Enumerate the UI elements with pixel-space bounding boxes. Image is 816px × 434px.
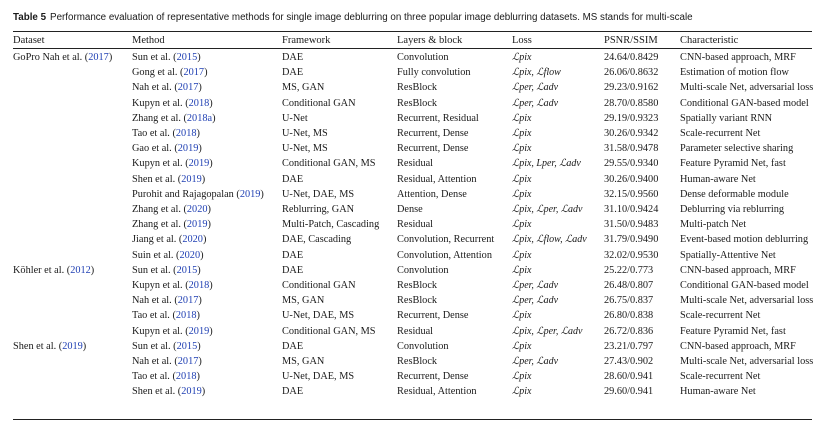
method-citation-link[interactable]: 2018a	[186, 112, 213, 124]
table-row	[0, 67, 816, 82]
cell-method: Kupyn et al. (2019)	[132, 158, 213, 170]
cell-framework: U-Net	[282, 112, 308, 124]
cell-psnr-ssim: 26.80/0.838	[604, 310, 654, 322]
method-author: Nah et al.	[132, 356, 172, 367]
cell-framework: Conditional GAN, MS	[282, 325, 376, 337]
method-author: Jiang et al.	[132, 234, 177, 246]
cell-loss: ℒpix	[512, 219, 532, 231]
cell-psnr-ssim: 31.79/0.9490	[604, 234, 659, 246]
method-author: Gao et al.	[132, 143, 172, 155]
cell-characteristic: Feature Pyramid Net, fast	[680, 158, 786, 170]
method-citation-link[interactable]: 2018	[175, 310, 197, 322]
method-citation-link[interactable]: 2019	[181, 173, 202, 185]
cell-method: Purohit and Rajagopalan (2019)	[132, 188, 264, 200]
cell-characteristic: Scale-recurrent Net	[680, 128, 761, 139]
cell-loss: ℒpix, ℒper, ℒadv	[512, 204, 583, 215]
table-row	[0, 204, 816, 219]
table-row	[0, 158, 816, 173]
table-row	[0, 356, 816, 371]
cell-psnr-ssim: 32.15/0.9560	[604, 188, 659, 200]
table-row	[0, 52, 816, 67]
header-method: Method	[132, 35, 165, 46]
cell-method: Shen et al. (2019)	[132, 173, 206, 185]
cell-characteristic: Conditional GAN-based model	[680, 97, 809, 109]
cell-layers-block: ResBlock	[397, 82, 438, 94]
cell-layers-block: Recurrent, Residual	[397, 112, 479, 124]
table-row	[0, 295, 816, 310]
cell-loss: ℒpix, ℒper, ℒadv	[512, 325, 583, 337]
cell-layers-block: Recurrent, Dense	[397, 128, 469, 139]
cell-layers-block: Residual, Attention	[397, 386, 477, 398]
header-psnr-ssim: PSNR/SSIM	[604, 35, 658, 46]
method-citation-link[interactable]: 2018	[188, 97, 210, 109]
cell-characteristic: Multi-patch Net	[680, 219, 747, 231]
method-citation-link[interactable]: 2015	[176, 264, 198, 276]
cell-characteristic: CNN-based approach, MRF	[680, 264, 796, 276]
cell-characteristic: Scale-recurrent Net	[680, 371, 761, 383]
cell-layers-block: Attention, Dense	[397, 188, 467, 200]
cell-characteristic: CNN-based approach, MRF	[680, 52, 796, 63]
method-author: Zhang et al.	[132, 112, 181, 124]
cell-psnr-ssim: 30.26/0.9400	[604, 173, 659, 185]
cell-characteristic: Parameter selective sharing	[680, 143, 794, 155]
table-row	[0, 143, 816, 158]
cell-method: Zhang et al. (2020)	[132, 204, 211, 215]
header-dataset: Dataset	[13, 35, 45, 46]
cell-loss: ℒpix	[512, 249, 532, 261]
method-citation-link[interactable]: 2018	[188, 280, 210, 291]
cell-framework: DAE	[282, 173, 304, 185]
top-rule	[13, 31, 812, 32]
header-layers: Layers & block	[397, 35, 463, 46]
method-author: Kupyn et al.	[132, 97, 183, 109]
table-row	[0, 98, 816, 113]
method-author: Shen et al.	[132, 386, 176, 398]
cell-method: Gong et al. (2017)	[132, 67, 208, 79]
method-author: Sun et al.	[132, 340, 171, 352]
cell-psnr-ssim: 31.50/0.9483	[604, 219, 659, 231]
cell-loss: ℒper, ℒadv	[512, 97, 559, 109]
cell-characteristic: Feature Pyramid Net, fast	[680, 325, 786, 337]
cell-psnr-ssim: 26.48/0.807	[604, 280, 654, 291]
cell-loss: ℒper, ℒadv	[512, 356, 559, 367]
dataset-citation-link[interactable]: 2019	[62, 340, 83, 352]
cell-characteristic: Multi-scale Net, adversarial loss	[680, 295, 814, 307]
cell-framework: U-Net, DAE, MS	[282, 188, 355, 200]
cell-method: Jiang et al. (2020)	[132, 234, 207, 246]
cell-loss: ℒpix	[512, 310, 532, 322]
cell-method: Kupyn et al. (2018)	[132, 97, 213, 109]
cell-psnr-ssim: 23.21/0.797	[604, 340, 654, 352]
cell-method: Nah et al. (2017)	[132, 295, 202, 307]
cell-psnr-ssim: 30.26/0.9342	[604, 128, 659, 139]
method-author: Tao et al.	[132, 310, 170, 322]
cell-loss: ℒper, ℒadv	[512, 82, 559, 94]
cell-method: Nah et al. (2017)	[132, 82, 202, 94]
cell-method: Sun et al. (2015)	[132, 52, 201, 63]
cell-framework: U-Net, MS	[282, 128, 328, 139]
cell-characteristic: Scale-recurrent Net	[680, 310, 761, 322]
cell-layers-block: Recurrent, Dense	[397, 371, 469, 383]
cell-method: Shen et al. (2019)	[132, 386, 206, 398]
cell-framework: U-Net, DAE, MS	[282, 371, 355, 383]
caption-text: Performance evaluation of representative methods for single image deblurring on three popular image deblurring datasets. MS stands for multi-scale	[50, 12, 693, 23]
method-author: Nah et al.	[132, 295, 172, 307]
cell-loss: ℒpix, ℒflow	[512, 67, 561, 79]
method-citation-link[interactable]: 2020	[186, 204, 208, 215]
method-citation-link[interactable]: 2017	[177, 356, 199, 367]
cell-method: Kupyn et al. (2019)	[132, 325, 213, 337]
method-citation-link[interactable]: 2018	[175, 128, 197, 139]
cell-framework: DAE	[282, 340, 304, 352]
cell-loss: ℒpix	[512, 188, 532, 200]
cell-framework: Conditional GAN	[282, 97, 356, 109]
cell-psnr-ssim: 31.10/0.9424	[604, 204, 659, 215]
cell-framework: DAE	[282, 67, 304, 79]
cell-psnr-ssim: 24.64/0.8429	[604, 52, 659, 63]
method-author: Sun et al.	[132, 264, 171, 276]
cell-framework: DAE, Cascading	[282, 234, 352, 246]
cell-layers-block: Residual	[397, 219, 434, 231]
cell-dataset: Shen et al. (2019)	[13, 340, 87, 352]
method-author: Zhang et al.	[132, 204, 181, 215]
cell-loss: ℒpix	[512, 386, 532, 398]
cell-layers-block: Convolution	[397, 52, 449, 63]
dataset-name: Shen et al.	[13, 340, 57, 352]
cell-method: Tao et al. (2018)	[132, 128, 200, 139]
method-citation-link[interactable]: 2017	[177, 82, 199, 94]
method-author: Shen et al.	[132, 173, 176, 185]
cell-characteristic: Human-aware Net	[680, 386, 756, 398]
header-framework: Framework	[282, 35, 331, 46]
cell-loss: ℒpix	[512, 52, 532, 63]
table-label: Table 5	[13, 12, 47, 23]
cell-framework: DAE	[282, 386, 304, 398]
cell-psnr-ssim: 25.22/0.773	[604, 264, 654, 276]
cell-framework: DAE	[282, 264, 304, 276]
method-citation-link[interactable]: 2017	[177, 295, 199, 307]
table-row	[0, 386, 816, 401]
table-row	[0, 128, 816, 143]
table-row	[0, 280, 816, 295]
cell-psnr-ssim: 32.02/0.9530	[604, 249, 659, 261]
method-author: Tao et al.	[132, 371, 170, 383]
cell-layers-block: Residual, Attention	[397, 173, 477, 185]
cell-method: Zhang et al. (2019)	[132, 219, 211, 231]
table-row	[0, 341, 816, 356]
cell-framework: MS, GAN	[282, 295, 325, 307]
table-row	[0, 371, 816, 386]
table-row	[0, 113, 816, 128]
cell-framework: U-Net, DAE, MS	[282, 310, 355, 322]
table-row	[0, 326, 816, 341]
cell-method: Nah et al. (2017)	[132, 356, 202, 367]
cell-characteristic: CNN-based approach, MRF	[680, 340, 796, 352]
method-author: Kupyn et al.	[132, 280, 183, 291]
cell-method: Suin et al. (2020)	[132, 249, 204, 261]
dataset-name: Köhler et al.	[13, 264, 65, 276]
cell-layers-block: ResBlock	[397, 295, 438, 307]
table-caption	[13, 12, 693, 23]
table-row	[0, 174, 816, 189]
table-row	[0, 189, 816, 204]
cell-characteristic: Deblurring via reblurring	[680, 204, 785, 215]
header-loss: Loss	[512, 35, 532, 46]
table-row	[0, 310, 816, 325]
cell-layers-block: Residual	[397, 158, 434, 170]
cell-characteristic: Conditional GAN-based model	[680, 280, 809, 291]
cell-framework: Multi-Patch, Cascading	[282, 219, 380, 231]
cell-layers-block: Dense	[397, 204, 423, 215]
cell-loss: ℒper, ℒadv	[512, 280, 559, 291]
cell-psnr-ssim: 31.58/0.9478	[604, 143, 659, 155]
table-row	[0, 219, 816, 234]
cell-method: Tao et al. (2018)	[132, 371, 200, 383]
method-citation-link[interactable]: 2019	[239, 188, 261, 200]
cell-layers-block: Recurrent, Dense	[397, 310, 469, 322]
cell-framework: Conditional GAN	[282, 280, 356, 291]
cell-layers-block: Recurrent, Dense	[397, 143, 469, 155]
cell-loss: ℒpix	[512, 340, 532, 352]
dataset-name: GoPro Nah et al.	[13, 52, 83, 63]
cell-method: Sun et al. (2015)	[132, 264, 201, 276]
cell-characteristic: Spatially-Attentive Net	[680, 249, 776, 261]
cell-characteristic: Spatially variant RNN	[680, 112, 773, 124]
cell-psnr-ssim: 26.06/0.8632	[604, 67, 659, 79]
cell-psnr-ssim: 29.55/0.9340	[604, 158, 659, 170]
method-citation-link[interactable]: 2019	[188, 158, 210, 170]
cell-psnr-ssim: 29.60/0.941	[604, 386, 654, 398]
method-citation-link[interactable]: 2020	[182, 234, 203, 246]
cell-framework: MS, GAN	[282, 356, 325, 367]
cell-loss: ℒper, ℒadv	[512, 295, 559, 307]
cell-layers-block: Convolution	[397, 340, 449, 352]
cell-framework: U-Net, MS	[282, 143, 328, 155]
cell-layers-block: Convolution	[397, 264, 449, 276]
cell-loss: ℒpix	[512, 128, 532, 139]
cell-framework: DAE	[282, 52, 304, 63]
cell-dataset: Köhler et al. (2012)	[13, 264, 95, 276]
cell-loss: ℒpix	[512, 173, 532, 185]
cell-layers-block: Convolution, Attention	[397, 249, 492, 261]
dataset-citation-link[interactable]: 2017	[88, 52, 109, 63]
cell-characteristic: Multi-scale Net, adversarial loss	[680, 356, 814, 367]
method-citation-link[interactable]: 2019	[181, 386, 202, 398]
cell-framework: DAE	[282, 249, 304, 261]
cell-layers-block: Convolution, Recurrent	[397, 234, 495, 246]
cell-layers-block: ResBlock	[397, 97, 438, 109]
table-row	[0, 265, 816, 280]
cell-loss: ℒpix	[512, 112, 532, 124]
cell-characteristic: Multi-scale Net, adversarial loss	[680, 82, 814, 94]
cell-loss: ℒpix, Lper, ℒadv	[512, 158, 581, 170]
table-row	[0, 82, 816, 97]
method-citation-link[interactable]: 2018	[175, 371, 197, 383]
method-citation-link[interactable]: 2019	[177, 143, 199, 155]
method-author: Kupyn et al.	[132, 325, 183, 337]
method-author: Gong et al.	[132, 67, 178, 79]
method-author: Suin et al.	[132, 249, 174, 261]
method-author: Tao et al.	[132, 128, 170, 139]
method-citation-link[interactable]: 2015	[176, 52, 198, 63]
cell-layers-block: Residual	[397, 325, 434, 337]
cell-psnr-ssim: 27.43/0.902	[604, 356, 654, 367]
cell-psnr-ssim: 26.75/0.837	[604, 295, 654, 307]
cell-framework: Reblurring, GAN	[282, 204, 355, 215]
method-citation-link[interactable]: 2020	[179, 249, 201, 261]
method-author: Nah et al.	[132, 82, 172, 94]
cell-psnr-ssim: 28.60/0.941	[604, 371, 654, 383]
method-citation-link[interactable]: 2017	[183, 67, 205, 79]
method-author: Sun et al.	[132, 52, 171, 63]
cell-method: Gao et al. (2019)	[132, 143, 202, 155]
table-row	[0, 250, 816, 265]
method-author: Zhang et al.	[132, 219, 181, 231]
method-citation-link[interactable]: 2015	[176, 340, 198, 352]
cell-dataset: GoPro Nah et al. (2017)	[13, 52, 113, 63]
cell-loss: ℒpix	[512, 143, 532, 155]
cell-loss: ℒpix	[512, 371, 532, 383]
cell-method: Zhang et al. (2018a)	[132, 112, 216, 124]
cell-characteristic: Dense deformable module	[680, 188, 789, 200]
cell-loss: ℒpix	[512, 264, 532, 276]
cell-layers-block: ResBlock	[397, 356, 438, 367]
cell-layers-block: ResBlock	[397, 280, 438, 291]
cell-characteristic: Human-aware Net	[680, 173, 756, 185]
method-citation-link[interactable]: 2019	[186, 219, 208, 231]
bottom-rule	[13, 419, 812, 420]
cell-method: Sun et al. (2015)	[132, 340, 201, 352]
cell-characteristic: Estimation of motion flow	[680, 67, 789, 79]
cell-psnr-ssim: 29.19/0.9323	[604, 112, 659, 124]
cell-layers-block: Fully convolution	[397, 67, 471, 79]
header-rule	[13, 48, 812, 49]
table-row	[0, 234, 816, 249]
cell-method: Tao et al. (2018)	[132, 310, 200, 322]
cell-psnr-ssim: 26.72/0.836	[604, 325, 654, 337]
method-author: Purohit and Rajagopalan	[132, 188, 234, 200]
cell-method: Kupyn et al. (2018)	[132, 280, 213, 291]
dataset-citation-link[interactable]: 2012	[70, 264, 91, 276]
cell-framework: Conditional GAN, MS	[282, 158, 376, 170]
method-citation-link[interactable]: 2019	[188, 325, 210, 337]
method-author: Kupyn et al.	[132, 158, 183, 170]
cell-psnr-ssim: 28.70/0.8580	[604, 97, 659, 109]
cell-characteristic: Event-based motion deblurring	[680, 234, 809, 246]
cell-framework: MS, GAN	[282, 82, 325, 94]
header-characteristic: Characteristic	[680, 35, 739, 46]
cell-loss: ℒpix, ℒflow, ℒadv	[512, 234, 587, 246]
cell-psnr-ssim: 29.23/0.9162	[604, 82, 659, 94]
